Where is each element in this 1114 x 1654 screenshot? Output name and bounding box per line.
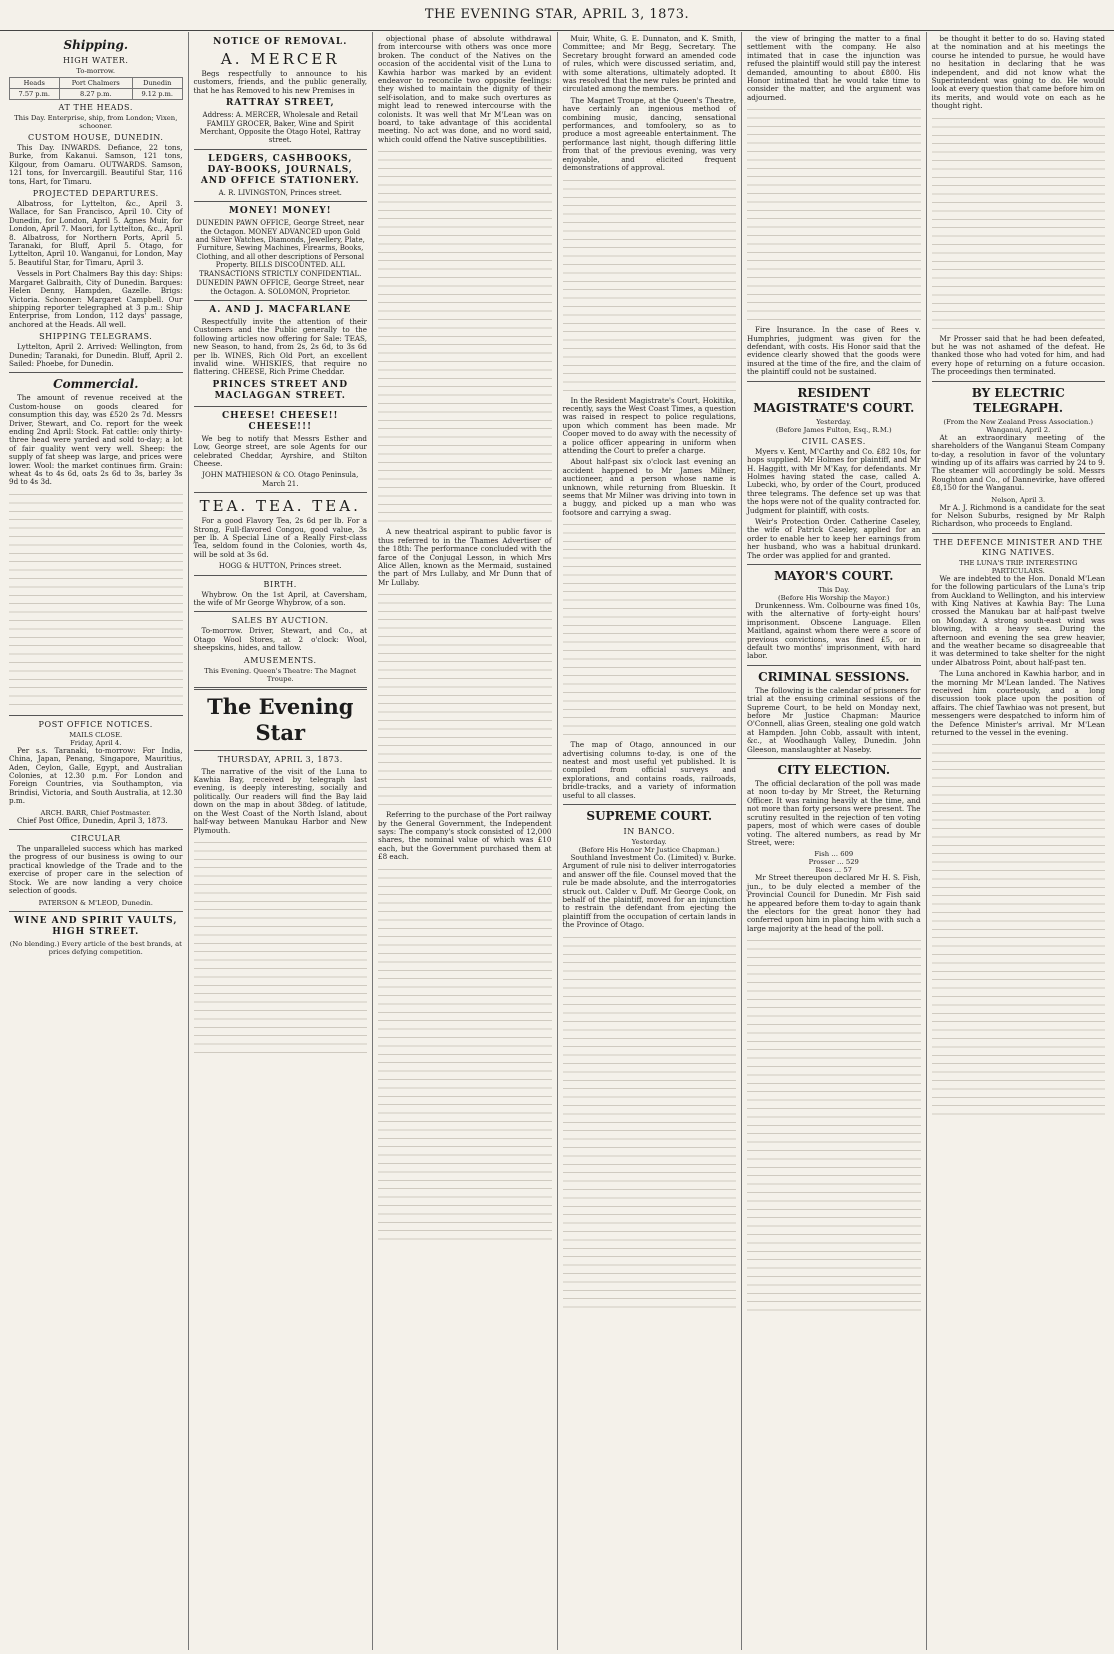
mayor-court-heading: MAYOR'S COURT. [774, 568, 894, 583]
money-heading: MONEY! MONEY! [228, 206, 332, 217]
protection-order-text: Weir's Protection Order. Catherine Caseley, the wife of Patrick Caseley, applied for an order to enable her to keep her earnings from her husband, who was a habitual drunkard. The order was applied for and granted. [747, 516, 921, 560]
railway-article-continued [378, 866, 552, 1246]
post-footer: Chief Post Office, Dunedin, April 3, 1873. [17, 815, 168, 825]
editorial-text-continued [194, 839, 368, 1059]
cheese-heading: CHEESE! CHEESE!! CHEESE!!! [222, 410, 339, 432]
telegraph-heading: BY ELECTRIC TELEGRAPH. [971, 385, 1065, 415]
rattray-street: RATTRAY STREET, [225, 98, 335, 109]
divider [9, 372, 183, 373]
birth-heading: BIRTH. [263, 579, 297, 589]
tide-table [9, 77, 183, 100]
rm-yesterday: Yesterday. [816, 417, 852, 426]
amusements-heading: AMUSEMENTS. [243, 655, 317, 665]
supreme-yesterday: Yesterday. [631, 838, 667, 847]
ledgers-ad: LEDGERS, CASHBOOKS, DAY-BOOKS, JOURNALS, AND OFFICE STATIONERY. [200, 153, 360, 186]
macfarlane-heading: A. AND J. MACFARLANE [209, 304, 352, 315]
magnet-troupe-article: The Magnet Troupe, at the Queen's Theatre, have certainly an ingenious method of combining music, dancing, sensational performances, and tomfoolery, so as to produce a most agreeable entertainment. The performance last night, though differing little from that of the previous evening, was very enjoyable, and elicited frequent demonstrations of approval. [562, 95, 736, 173]
defence-heading: THE DEFENCE MINISTER AND THE KING NATIVES. [933, 537, 1103, 557]
defence-text-2: The Luna anchored in Kawhia harbor, and in the morning Mr M'Lean landed. The Natives received him courteously, and a long discussion took place upon the position of affairs. The chief Tawhiao was not present, but messengers were despatched to inform him of the Defence Minister's arrival. Mr M'Lean returned to the vessel in the evening. [931, 669, 1105, 738]
divider [747, 381, 921, 382]
divider [563, 804, 737, 805]
wine-heading: WINE AND SPIRIT VAULTS, HIGH STREET. [14, 915, 178, 937]
column-1 [4, 32, 189, 1650]
mails-close: MAILS CLOSE. [69, 730, 123, 739]
customs-text: This Day. INWARDS. Defiance, 22 tons, Burke, from Kakanui. Samson, 121 tons, Kilgour, from Oamaru. OUTWARDS. Samson, 121 tons, for Invercargill. Beautiful Star, 116 tons, Hart, for Timaru. [9, 143, 183, 186]
rm-judge: (Before James Fulton, Esq., R.M.) [775, 425, 892, 434]
post-signature: ARCH. BARR, Chief Postmaster. [40, 808, 151, 817]
column-4 [558, 32, 743, 1650]
nelson-dateline: Nelson, April 3. [991, 495, 1046, 504]
injunction-continued [747, 106, 921, 326]
poll-row-rees: Rees … 57 [815, 866, 852, 875]
defence-subheading: THE LUNA'S TRIP. INTERESTING PARTICULARS. [959, 558, 1078, 575]
column-2 [189, 32, 374, 1650]
society-article: Muir, White, G. E. Dunnaton, and K. Smith, Committee; and Mr Begg, Secretary. The Secretary brought forward an amended code of rules, which were discussed seriatim, and, with some alterations, ultimately adopted. It was resolved that the new rules be printed and circulated among the members. [562, 34, 736, 94]
city-election-text: The official declaration of the poll was made at noon to-day by Mr Street, the Returning Officer. It was raining heavily at the time, and not more than forty persons were present. The scrutiny resulted in the rejection of ten voting papers, most of which were cases of double voting. The altered numbers, as read by Mr Street, were: [747, 779, 921, 847]
supreme-court-heading: SUPREME COURT. [586, 809, 713, 824]
tea-text: For a good Flavory Tea, 2s 6d per lb. For a Strong, Full-flavored Congou, good value, 3s per lb. A Special Line of a Really First-class Tea, seldom found in the Colonies, worth 4s, will be sold at 3s 6d. [193, 516, 367, 559]
columns [4, 32, 1110, 1650]
defence-continued [932, 741, 1106, 1121]
post-text: Per s.s. Taranaki, to-morrow: For India, China, Japan, Penang, Singapore, Mauritius, Aden, Ceylon, Galle, Egypt, and Australian Colonies, at 12.30 p.m. For London and Foreign Countries, via Southampton, via Brindisi, Victoria, and South Australia, at 12.30 p.m. [9, 745, 183, 806]
poll-row-fish: Fish … 609 [814, 850, 854, 859]
nelson-text: Mr A. J. Richmond is a candidate for the seat for Nelson Suburbs, resigned by Mr Ralph Richardson, who proceeds to England. [931, 502, 1105, 529]
customs-heading: CUSTOM HOUSE, DUNEDIN. [28, 133, 164, 142]
divider [9, 715, 183, 716]
paterson-signature: PATERSON & M'LEOD, Dunedin. [38, 898, 153, 907]
removal-heading: NOTICE OF REMOVAL. [213, 37, 348, 47]
editorial-text: The narrative of the visit of the Luna to Kawhia Bay, received by telegraph last evening, is deeply interesting, socially and politically. Our readers will find the Bay laid down on the map in about 38deg. of latitude, on the West Coast of the North Island, about half-way between Manukau Harbor and New Plymouth. [193, 766, 367, 835]
divider [9, 829, 183, 830]
macfarlane-text: Respectfully invite the attention of their Customers and the Public generally to the following articles now offering for Sale: TEAS, new Season, to hand, from 2s, 2s 6d, to 3s 6d per lb. WINES, Rich Old Port, an excellent invalid wine. WHISKIES, that require no flattering. CHEESE, Rich Prime Cheddar. [193, 316, 367, 377]
divider [747, 758, 921, 759]
speech-continued [932, 115, 1106, 335]
supreme-court-continued [563, 934, 737, 1314]
commercial-heading: Commercial. [53, 377, 139, 392]
divider [747, 665, 921, 666]
hokitika-article: In the Resident Magistrate's Court, Hokitika, recently, says the West Coast Times, a question was raised in respect to police regulations, upon which comment has been made. Mr Cooper moved to do away with the necessity of a police officer appearing in uniform when attending the Court to prefer a charge. [562, 395, 736, 455]
luna-article-continued [378, 148, 552, 528]
commercial-text-continued [9, 491, 183, 711]
poll-row-prosser: Prosser … 529 [808, 858, 859, 867]
divider [194, 611, 368, 612]
city-election-continued [747, 937, 921, 1317]
mercer-address: Address: A. MERCER, Wholesale and Retail FAMILY GROCER, Baker, Wine and Spirit Merchant, Opposite the Otago Hotel, Rattray street. [199, 111, 361, 145]
railway-article: Referring to the purchase of the Port railway by the General Government, the Independent says: The company's stock consisted of 12,000 shares, the nominal value of which was £10 each, but the Government purchased them at £8 each. [378, 810, 552, 862]
rm-court-heading: RESIDENT MAGISTRATE'S COURT. [753, 385, 915, 415]
circular-heading: CIRCULAR [70, 834, 121, 844]
poll-value: 57 [843, 866, 852, 875]
tide-value-dunedin: 9.12 p.m. [132, 89, 182, 100]
luna-article: objectional phase of absolute withdrawal from intercourse with others was once more broken. The conduct of the Natives on the occasion of the accidental visit of the Luna to Kawhia harbor was marked by an evident endeavor to reconcile two opposite feelings: they wished to maintain the dignity of their self-isolation, and to make such overtures as might lead to renewed intercourse with the colonists. It was well that Mr M'Lean was on board, to take advantage of this accidental meeting. No act was done, and no word said, which could offend the Native susceptibilities. [378, 34, 552, 144]
divider [747, 564, 921, 565]
hogg-signature: HOGG & HUTTON, Princes street. [218, 562, 342, 571]
criminal-sessions-text: The following is the calendar of prisoners for trial at the ensuing criminal sessions of the Supreme Court, to be held on Monday next, before Mr Justice Chapman: Maurice O'Connell, alias Green, stealing one gold watch at Hampden. John Cobb, assault with intent, &c., at Woodhaugh Valley, Dunedin. John Gleeson, manslaughter at Naseby. [747, 685, 921, 754]
post-heading: POST OFFICE NOTICES. [38, 719, 153, 729]
fire-insurance-text: Fire Insurance. In the case of Rees v. Humphries, judgment was given for the defendant, with costs. His Honor said that the evidence clearly showed that the goods were insured at the time of the fire, and the claim of the plaintiff could not be sustained. [747, 325, 921, 377]
column-6 [927, 32, 1111, 1650]
divider [194, 687, 368, 690]
mayor-day: This Day. [818, 585, 850, 594]
wanganui-text: At an extraordinary meeting of the shareholders of the Wanganui Steam Company to-day, a resolution in favor of the voluntary winding up of its affairs was carried by 24 to 9. The steamer will accordingly be sold. Messrs Roughton and Co., of Dannevirke, have offered £8,150 for the Wanganui. [931, 432, 1105, 493]
theatrical-article-continued [378, 591, 552, 811]
poll-label: Prosser [808, 858, 835, 867]
masthead: THE EVENING STAR, APRIL 3, 1873. [0, 0, 1114, 31]
poll-value: 609 [840, 850, 854, 859]
date-line: THURSDAY, APRIL 3, 1873. [217, 754, 343, 764]
divider [194, 492, 368, 493]
tide-header-dunedin: Dunedin [132, 78, 182, 89]
prosser-text: Mr Prosser said that he had been defeated, but he was not ashamed of the defeat. He thanked those who had voted for him, and had every hope of returning on a future occasion. The proceedings then terminated. [931, 333, 1105, 377]
rm-court-text: Myers v. Kent, M'Carthy and Co. £82 10s, for hops supplied. Mr Holmes for plaintiff, and Mr H. Haggitt, with Mr M'Kay, for defendants. Mr Holmes having stated the case, called A. Lubecki, who, by order of the Court, produced three telegrams. The defence set up was that the hops were not of the quality contracted for. Judgment for plaintiff, with costs. [747, 446, 921, 515]
city-election-text-2: Mr Street thereupon declared Mr H. S. Fish, jun., to be duly elected a member of the Provincial Council for Dunedin. Mr Fish said he appeared before them to-day to again thank the electors for the great honor they had conferred upon him in placing him with such a large majority at the head of the poll. [747, 873, 921, 933]
commercial-text: The amount of revenue received at the Custom-house on goods cleared for consumption this day, was £520 2s 7d. Messrs Driver, Stewart, and Co. report for the week ending 2nd April: Stock. Fat cattle: only thirty-three head were yarded and sold to-day; a lot of fair quality went very well. Sheep: the supply of fat sheep was large, and prices were lower. Wool: the market continues firm. Grain: wheat 4s to 4s 6d, oats 2s 6d to 3s, barley 3s 9d to 4s 3d. [9, 393, 183, 487]
accident-article-continued [563, 521, 737, 741]
wine-text: (No blending.) Every article of the best brands, at prices defying competition. [9, 939, 182, 956]
poll-label: Rees [815, 866, 833, 875]
pawn-office-text: DUNEDIN PAWN OFFICE, George Street, near the Octagon. MONEY ADVANCED upon Gold and Silver Watches, Diamonds, Jewellery, Plate, Furniture, Sewing Machines, Firearms, Books, Clothing, and all other descriptions of Personal Property. BILLS DISCOUNTED. ALL TRANSACTIONS STRICTLY CONFIDENTIAL. [195, 219, 365, 278]
tea-heading: TEA. TEA. TEA. [199, 497, 361, 516]
paper-title: The Evening Star [207, 693, 354, 745]
speech-text: be thought it better to do so. Having stated at the nomination and at his meetings the course he intended to pursue, he would have no hesitation in declaring that he was independent, and did not know what the Superintendent was going to do. He would look at every question that came before him on its merits, and would vote on each as he thought right. [931, 34, 1105, 111]
livingston-signature: A. R. LIVINGSTON, Princes street. [218, 188, 342, 197]
cheese-text: We beg to notify that Messrs Esther and Low, George street, are sole Agents for our celebrated Cheddar, Ayrshire, and Stilton Cheese. [193, 433, 367, 468]
injunction-text: the view of bringing the matter to a final settlement with the company. He also intimated that in case the injunction was refused the plaintiff would still pay the interest demanded, amounting to about £800. His Honor intimated that he would take time to consider the matter, and the argument was adjourned. [747, 34, 921, 102]
poll-value: 529 [845, 858, 859, 867]
civil-cases-heading: CIVIL CASES. [801, 436, 866, 446]
divider [194, 201, 368, 202]
mercer-text: Begs respectfully to announce to his customers, friends, and the public generally, that he has Removed to his new Premises in [193, 69, 367, 95]
divider [9, 911, 183, 912]
poll-label: Fish [814, 850, 830, 859]
telegrams-heading: SHIPPING TELEGRAMS. [39, 332, 153, 342]
mayor-court-text: Drunkenness. Wm. Colbourne was fined 10s, with the alternative of forty-eight hours' imprisonment. Obscene Language. Ellen Maitland, against whom there were a score of previous convictions, was fined £5, or in default two months' imprisonment, with hard labor. [747, 600, 921, 661]
projected-heading: PROJECTED DEPARTURES. [32, 189, 159, 199]
telegrams-text: Lyttelton, April 2. Arrived: Wellington, from Dunedin; Taranaki, for Dunedin. Bluff, April 2. Sailed: Phoebe, for Dunedin. [9, 342, 183, 368]
mails-date: Friday, April 4. [70, 738, 122, 747]
shipping-heading: Shipping. [63, 38, 129, 52]
divider [194, 149, 368, 150]
column-5 [742, 32, 927, 1650]
accident-article: About half-past six o'clock last evening an accident happened to Mr James Milner, auctioneer, and a person whose name is unknown, while returning from Blueskin. It seems that Mr Milner was driving into town in a buggy, and picked up a man who was footsore and carrying a swag. [562, 457, 736, 517]
divider [194, 575, 368, 576]
divider [194, 750, 368, 751]
tide-header-heads: Heads [10, 78, 60, 89]
solomon-signature: DUNEDIN PAWN OFFICE, George Street, near the Octagon. A. SOLOMON, Proprietor. [196, 279, 365, 296]
amusements-text: This Evening. Queen's Theatre: The Magnet Troupe. [204, 666, 357, 683]
sales-heading: SALES BY AUCTION. [231, 616, 329, 626]
column-3 [373, 32, 558, 1650]
divider [194, 300, 368, 301]
mayor-judge: (Before His Worship the Mayor.) [778, 593, 890, 602]
map-article: The map of Otago, announced in our advertising columns to-day, is one of the neatest and most useful yet published. It is compiled from official surveys and explorations, and contains roads, railroads, bridle-tracks, and a variety of information useful to all classes. [562, 740, 736, 800]
birth-text: Whybrow. On the 1st April, at Caversham, the wife of Mr George Whybrow, of a son. [193, 589, 367, 608]
princes-street-heading: PRINCES STREET AND MACLAGGAN STREET. [212, 379, 349, 401]
theatrical-article: A new theatrical aspirant to public favor is thus referred to in the Thames Advertiser of the 18th: The performance concluded with the farce of the Conjugal Lesson, in which Mrs Alice Allen, known as the Mermaid, sustained the part of Mrs Lullaby, and Mr Dunn that of Mr Lullaby. [378, 527, 552, 587]
supreme-court-text: Southland Investment Co. (Limited) v. Burke. Argument of rule nisi to deliver interrogatories and answer off the file. Counsel moved that the rule be made absolute, and the interrogatories struck out. Calder v. Duff. Mr George Cook, on behalf of the plaintiff, moved for an injunction to restrain the defendant from ejecting the plaintiff from the occupation of certain lands in the Province of Otago. [562, 853, 736, 930]
cheese-signature: JOHN MATHIESON & CO. Otago Peninsula, March 21. [202, 471, 359, 488]
criminal-sessions-heading: CRIMINAL SESSIONS. [758, 669, 910, 684]
tide-header-port: Port Chalmers [59, 78, 132, 89]
arrivals-text: This Day. Enterprise, ship, from London; Vixen, schooner. [14, 114, 178, 130]
supreme-judge: (Before His Honor Mr Justice Chapman.) [578, 846, 720, 855]
mercer-name: A. MERCER [220, 50, 340, 68]
telegraph-subheading: (From the New Zealand Press Association.) [943, 417, 1094, 426]
tide-value-heads: 7.57 p.m. [10, 89, 60, 100]
divider [932, 381, 1106, 382]
wanganui-dateline: Wanganui, April 2. [986, 425, 1051, 434]
sales-text: To-morrow. Driver, Stewart, and Co., at Otago Wool Stores, at 2 o'clock: Wool, sheepskins, hides, and tallow. [193, 626, 367, 653]
tide-value-port: 8.27 p.m. [59, 89, 132, 100]
circular-text: The unparalleled success which has marked the progress of our business is owing to our practical knowledge of the Trade and to the exercise of proper care in the selection of Stock. We are now landing a very choice selection of goods. [9, 844, 183, 896]
tomorrow-label: To-morrow. [76, 67, 116, 75]
in-banco: IN BANCO. [623, 827, 675, 837]
city-election-heading: CITY ELECTION. [777, 763, 890, 778]
divider [194, 406, 368, 407]
high-water-heading: HIGH WATER. [62, 56, 129, 65]
arrivals-heading: AT THE HEADS. [58, 103, 133, 112]
magnet-troupe-continued [563, 177, 737, 397]
defence-text: We are indebted to the Hon. Donald M'Lean for the following particulars of the Luna's trip from Auckland to Wellington, and his interview with King Natives at Kawhia Bay: The Luna crossed the Manukau bar at half-past twelve on Monday. A strong south-east wind was blowing, with a heavy sea. During the afternoon and evening the sea grew heavier, and the weather became so disagreeable that it was determined to take shelter for the night under Albatross Point, about half-past ten. [931, 573, 1105, 667]
projected-text: Albatross, for Lyttelton, &c., April 3. Wallace, for San Francisco, April 10. City of Dunedin, for London, April 5. Agnes Muir, for London, April 7. Maori, for Lyttelton, &c., April 8. Albatross, for Northern Ports, April 5. Taranaki, for Bluff, April 5. Otago, for Lyttelton, April 10. Wanganui, for London, May 5. Beautiful Star, for Timaru, April 3. [9, 199, 183, 267]
shipping-news: Vessels in Port Chalmers Bay this day: Ships: Margaret Galbraith, City of Dunedin. Barques: Helen Denny, Hampden, Gazelle. Brigs: Victoria. Schooner: Margaret Campbell. Our shipping reporter telegraphed at 3 p.m.: Ship Enterprise, from London, 112 days' passage, anchored at the Heads. All well. [9, 269, 183, 329]
divider [932, 533, 1106, 534]
